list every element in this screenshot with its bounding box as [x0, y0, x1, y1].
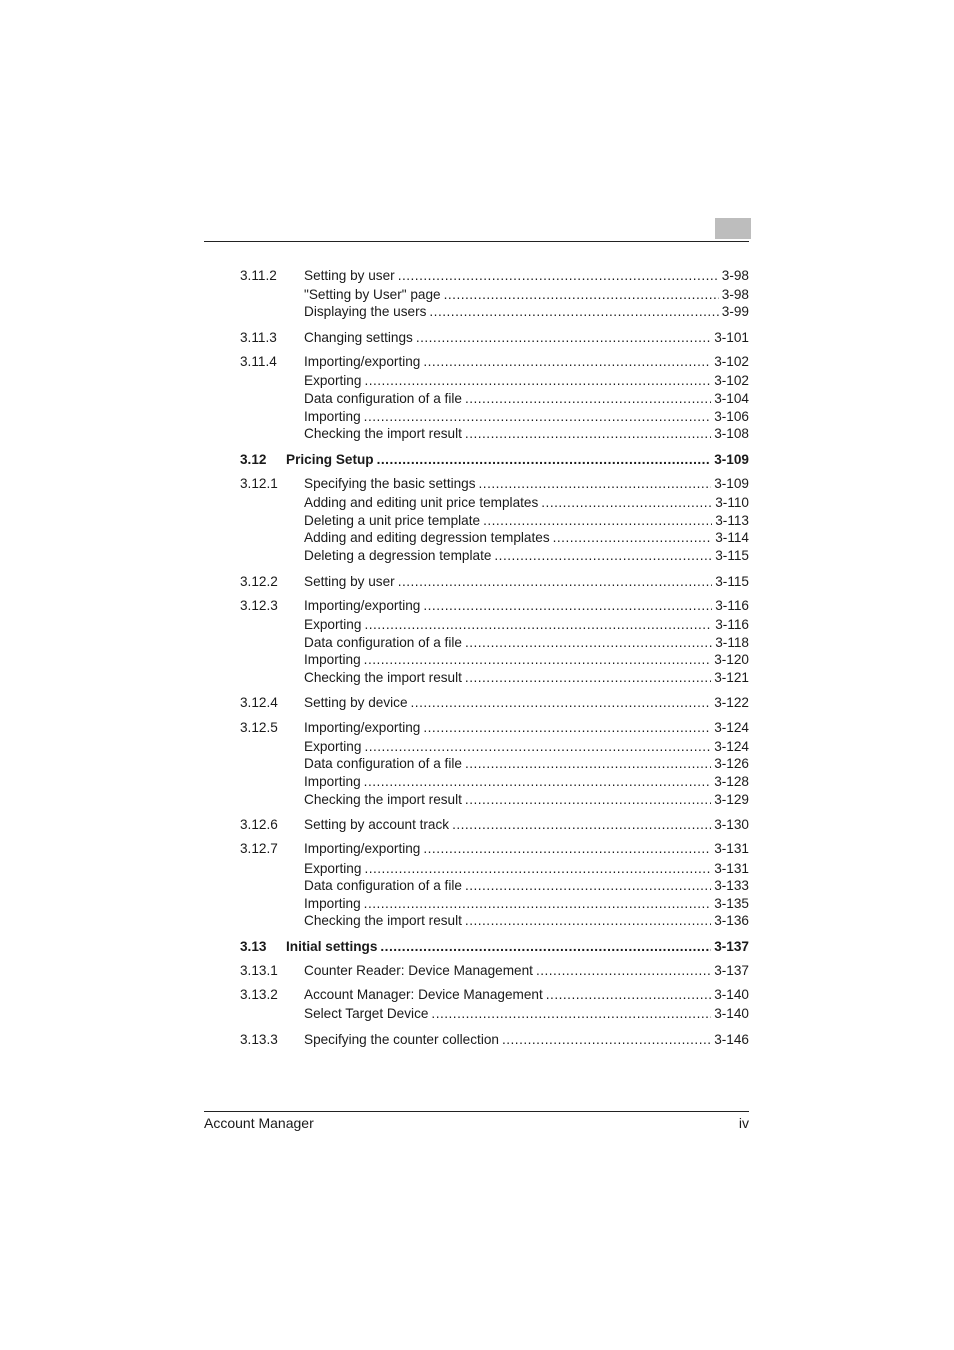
toc-entry-number: 3.13 [240, 939, 267, 954]
toc-entry-title: Adding and editing degression templates [304, 529, 553, 547]
dot-leader [483, 512, 712, 530]
toc-entry-title: Setting by user [304, 573, 398, 591]
toc-entry-title: Importing [304, 408, 364, 426]
toc-entry-title: Setting by account track [304, 816, 452, 834]
dot-leader [541, 494, 712, 512]
dot-leader [465, 877, 711, 895]
toc-entry-page: 3-102 [711, 353, 749, 371]
toc-entry-number: 3.13.3 [240, 1032, 278, 1047]
dot-leader [494, 547, 712, 565]
toc-entry-page: 3-118 [712, 634, 749, 652]
toc-entry[interactable] [240, 895, 749, 913]
toc-entry[interactable] [240, 616, 749, 634]
toc-entry-title: Checking the import result [304, 912, 465, 930]
dot-leader [377, 451, 712, 469]
toc-entry-page: 3-113 [712, 512, 749, 530]
footer-page-number: iv [738, 1115, 749, 1131]
toc-entry-page: 3-109 [711, 451, 749, 469]
toc-entry-page: 3-129 [711, 791, 749, 809]
toc-entry-title: Specifying the basic settings [304, 475, 479, 493]
header-rule [204, 241, 749, 242]
toc-entry-title: Importing [304, 651, 364, 669]
toc-entry-page: 3-121 [711, 669, 749, 687]
toc-entry-page: 3-98 [719, 267, 749, 285]
toc-entry-title: Checking the import result [304, 791, 465, 809]
toc-entry-title: Importing/exporting [304, 353, 423, 371]
toc-entry[interactable] [240, 791, 749, 809]
toc-entry[interactable] [240, 755, 749, 773]
toc-entry-page: 3-136 [711, 912, 749, 930]
toc-entry-page: 3-116 [712, 597, 749, 615]
toc-entry-title: Pricing Setup [286, 451, 377, 469]
dot-leader [502, 1031, 711, 1049]
toc-entry-page: 3-140 [711, 986, 749, 1004]
toc-entry-title: Specifying the counter collection [304, 1031, 502, 1049]
toc-entry-page: 3-140 [711, 1005, 749, 1023]
dot-leader [431, 1005, 711, 1023]
toc-entry[interactable] [240, 451, 749, 469]
dot-leader [553, 529, 713, 547]
toc-entry-page: 3-102 [711, 372, 749, 390]
toc-entry-page: 3-135 [711, 895, 749, 913]
toc-entry-title: Select Target Device [304, 1005, 431, 1023]
toc-entry-page: 3-104 [711, 390, 749, 408]
toc-entry-title: Checking the import result [304, 425, 465, 443]
toc-entry[interactable] [240, 353, 749, 371]
toc-entry[interactable] [240, 738, 749, 756]
toc-entry-title: Importing/exporting [304, 840, 423, 858]
toc-entry-number: 3.12.3 [240, 598, 278, 613]
toc-entry[interactable] [240, 303, 749, 321]
dot-leader [423, 840, 711, 858]
dot-leader [465, 912, 711, 930]
dot-leader [423, 597, 712, 615]
toc-entry-number: 3.12.6 [240, 817, 278, 832]
toc-entry[interactable] [240, 962, 749, 980]
dot-leader [364, 773, 712, 791]
toc-entry[interactable] [240, 1005, 749, 1023]
toc-entry[interactable] [240, 669, 749, 687]
toc-entry[interactable] [240, 877, 749, 895]
toc-entry-page: 3-146 [711, 1031, 749, 1049]
toc-entry[interactable] [240, 634, 749, 652]
toc-entry[interactable] [240, 425, 749, 443]
toc-entry-number: 3.12.1 [240, 476, 278, 491]
toc-entry-title: Displaying the users [304, 303, 429, 321]
toc-entry-page: 3-115 [712, 547, 749, 565]
toc-entry-page: 3-124 [711, 719, 749, 737]
dot-leader [465, 634, 712, 652]
dot-leader [411, 694, 712, 712]
dot-leader [465, 425, 711, 443]
toc-entry-number: 3.12.4 [240, 695, 278, 710]
toc-entry-title: Importing [304, 895, 364, 913]
toc-entry-page: 3-108 [711, 425, 749, 443]
toc-entry[interactable] [240, 597, 749, 615]
toc-entry-title: Changing settings [304, 329, 416, 347]
toc-entry[interactable] [240, 840, 749, 858]
toc-entry-page: 3-130 [711, 816, 749, 834]
toc-entry[interactable] [240, 651, 749, 669]
toc-entry[interactable] [240, 529, 749, 547]
dot-leader [536, 962, 711, 980]
toc-entry-number: 3.11.3 [240, 330, 277, 345]
toc-entry[interactable] [240, 494, 749, 512]
toc-entry-title: Checking the import result [304, 669, 465, 687]
toc-entry-title: Counter Reader: Device Management [304, 962, 536, 980]
dot-leader [364, 408, 712, 426]
toc-entry-title: Exporting [304, 616, 364, 634]
toc-entry[interactable] [240, 860, 749, 878]
footer-rule [204, 1111, 749, 1112]
toc-entry-number: 3.13.2 [240, 987, 278, 1002]
toc-entry[interactable] [240, 329, 749, 347]
dot-leader [465, 390, 711, 408]
dot-leader [423, 719, 711, 737]
dot-leader [364, 860, 711, 878]
toc-entry-title: Setting by device [304, 694, 411, 712]
toc-entry[interactable] [240, 286, 749, 304]
toc-entry[interactable] [240, 694, 749, 712]
toc-entry-page: 3-124 [711, 738, 749, 756]
toc-entry[interactable] [240, 267, 749, 285]
toc-entry-page: 3-133 [711, 877, 749, 895]
toc-entry[interactable] [240, 986, 749, 1004]
footer-title: Account Manager [204, 1115, 314, 1131]
toc-entry[interactable] [240, 573, 749, 591]
toc-entry-title: Setting by user [304, 267, 398, 285]
toc-entry-number: 3.11.2 [240, 268, 277, 283]
toc-entry-page: 3-110 [712, 494, 749, 512]
toc-entry-page: 3-137 [711, 938, 749, 956]
toc-entry-title: Data configuration of a file [304, 390, 465, 408]
dot-leader [452, 816, 711, 834]
dot-leader [465, 669, 711, 687]
dot-leader [465, 755, 711, 773]
toc-entry[interactable] [240, 938, 749, 956]
dot-leader [444, 286, 719, 304]
toc-entry[interactable] [240, 390, 749, 408]
toc-entry-page: 3-101 [711, 329, 749, 347]
toc-entry-number: 3.12 [240, 452, 267, 467]
dot-leader [380, 938, 711, 956]
dot-leader [364, 372, 711, 390]
toc-entry-number: 3.12.5 [240, 720, 278, 735]
toc-entry-title: Exporting [304, 738, 364, 756]
toc-entry-page: 3-126 [711, 755, 749, 773]
toc-entry-title: Importing/exporting [304, 597, 423, 615]
dot-leader [479, 475, 712, 493]
toc-entry-page: 3-114 [712, 529, 749, 547]
chapter-tab [715, 218, 751, 239]
toc-entry[interactable] [240, 1031, 749, 1049]
toc-entry-page: 3-99 [719, 303, 749, 321]
dot-leader [398, 267, 719, 285]
toc-entry[interactable] [240, 372, 749, 390]
toc-entry-title: Data configuration of a file [304, 755, 465, 773]
dot-leader [364, 895, 712, 913]
dot-leader [416, 329, 711, 347]
toc-entry-page: 3-106 [711, 408, 749, 426]
dot-leader [364, 616, 712, 634]
toc-entry[interactable] [240, 408, 749, 426]
dot-leader [546, 986, 711, 1004]
dot-leader [364, 738, 711, 756]
toc-entry[interactable] [240, 773, 749, 791]
dot-leader [423, 353, 711, 371]
toc-entry-title: Importing [304, 773, 364, 791]
toc-entry-title: Importing/exporting [304, 719, 423, 737]
toc-entry-page: 3-120 [711, 651, 749, 669]
toc-entry-title: Deleting a unit price template [304, 512, 483, 530]
toc-entry[interactable] [240, 512, 749, 530]
toc-entry[interactable] [240, 719, 749, 737]
toc-entry-title: "Setting by User" page [304, 286, 444, 304]
dot-leader [429, 303, 718, 321]
toc-entry-page: 3-122 [711, 694, 749, 712]
toc-entry-number: 3.11.4 [240, 354, 277, 369]
toc-entry[interactable] [240, 547, 749, 565]
dot-leader [398, 573, 713, 591]
toc-entry-page: 3-128 [711, 773, 749, 791]
toc-entry-title: Initial settings [286, 938, 380, 956]
toc-entry-page: 3-137 [711, 962, 749, 980]
toc-entry[interactable] [240, 816, 749, 834]
toc-entry-title: Deleting a degression template [304, 547, 494, 565]
toc-entry-title: Exporting [304, 860, 364, 878]
toc-entry-title: Adding and editing unit price templates [304, 494, 541, 512]
toc-entry-page: 3-109 [711, 475, 749, 493]
toc-entry-title: Data configuration of a file [304, 634, 465, 652]
toc-entry-number: 3.13.1 [240, 963, 278, 978]
toc-entry-title: Exporting [304, 372, 364, 390]
toc-entry-title: Account Manager: Device Management [304, 986, 546, 1004]
toc-entry[interactable] [240, 912, 749, 930]
toc-entry-page: 3-131 [711, 860, 749, 878]
toc-entry-page: 3-116 [712, 616, 749, 634]
toc-entry-page: 3-131 [711, 840, 749, 858]
toc-entry-title: Data configuration of a file [304, 877, 465, 895]
toc-entry-number: 3.12.2 [240, 574, 278, 589]
dot-leader [465, 791, 711, 809]
dot-leader [364, 651, 712, 669]
toc-entry-number: 3.12.7 [240, 841, 278, 856]
toc-entry-page: 3-98 [719, 286, 749, 304]
toc-entry-page: 3-115 [712, 573, 749, 591]
toc-entry[interactable] [240, 475, 749, 493]
